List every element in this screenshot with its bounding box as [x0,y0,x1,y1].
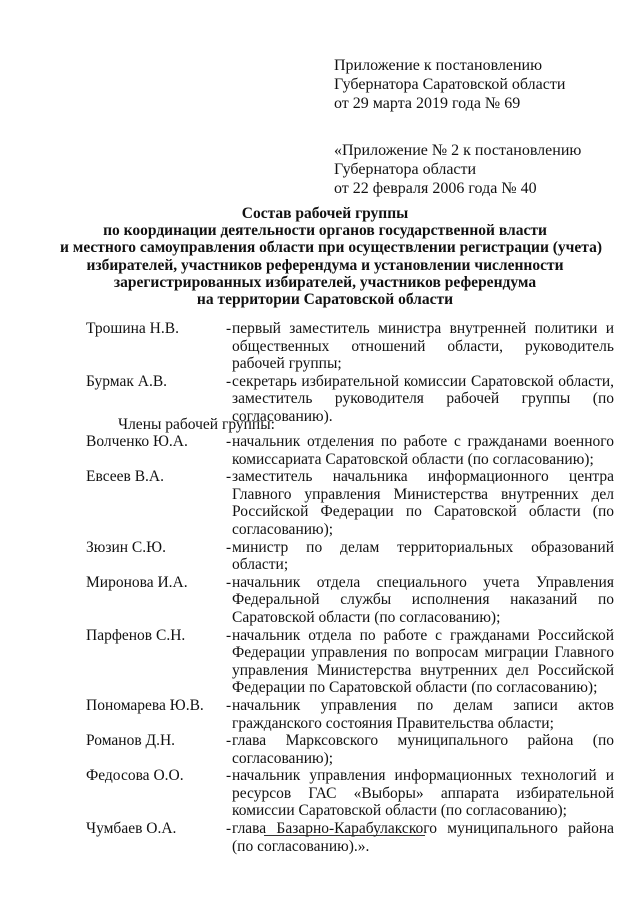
member-dash: - [226,820,232,838]
member-name: Евсеев В.А. [86,468,164,486]
appendix-current-header [334,56,624,113]
member-dash: - [226,626,232,644]
member-name: Волченко Ю.А. [86,433,188,450]
member-description: министр по делам территориальных образований области; [232,538,614,574]
appendix-original-header [334,141,624,198]
member-dash: - [226,767,232,785]
appendix-current-line: Губернатора Саратовской области [334,76,566,93]
member-name: Бурмак А.В. [86,372,168,390]
member-row [86,820,614,855]
member-dash: - [226,468,232,486]
member-name: Чумбаев О.А. [86,820,177,838]
member-row [86,320,614,373]
members-heading: Члены рабочей группы: [118,416,275,433]
title-line: на территории Саратовской области [196,291,454,309]
member-description: начальник управления по делам записи актов гражданского состояния Правительства области; [232,696,614,732]
title-line: и местного самоуправления области при осуществлении регистрации (учета) [60,239,603,257]
leaders-list [86,320,614,426]
member-dash: - [226,696,232,714]
member-description: начальник отделения по работе с гражданами военного комиссариата Саратовской области (по согласованию); [232,433,614,468]
member-row [86,574,614,627]
appendix-original-line: «Приложение № 2 к постановлению [334,142,582,159]
member-dash: - [226,320,232,337]
appendix-current-line: от 29 марта 2019 года № 69 [334,95,521,112]
member-description: начальник отдела по работе с гражданами Российской Федерации управления по вопросам миграции Главного управления Министерства внутренних дел Российской Федерации по Саратовской области (по согласованию); [232,626,614,697]
member-name: Парфенов С.Н. [86,626,186,644]
member-row [86,539,614,574]
member-name: Трошина Н.В. [86,320,179,337]
member-description: начальник отдела специального учета Управления Федеральной службы исполнения наказаний по Саратовской области (по согласованию); [232,573,614,626]
end-divider [264,835,425,836]
title-line: избирателей, участников референдума и установлении численности [86,256,564,274]
title-line: зарегистрированных избирателей, участников референдума [113,273,537,291]
member-row [86,732,614,767]
member-row [86,627,614,697]
member-name: Романов Д.Н. [86,732,176,750]
member-name: Пономарева Ю.В. [86,696,204,714]
member-name: Федосова О.О. [86,767,184,785]
member-dash: - [226,732,232,750]
member-description: заместитель начальника информационного центра Главного управления Министерства внутренних дел Российской Федерации по Саратовской области (по согласованию); [232,468,614,538]
member-row [86,468,614,538]
member-description: секретарь избирательной комиссии Саратовской области, заместитель руководителя рабочей группы (по согласованию). [232,372,614,425]
member-row [86,697,614,732]
member-description: глава Базарно-Карабулакского муниципального района (по согласованию).». [232,820,614,855]
member-row [86,767,614,820]
appendix-current-line: Приложение к постановлению [334,57,543,74]
member-dash: - [226,573,232,591]
title-line: Состав рабочей группы [241,205,409,222]
appendix-original-line: Губернатора области [334,161,477,178]
member-name: Миронова И.А. [86,573,188,591]
members-list [86,433,614,855]
document-title [60,205,603,309]
member-dash: - [226,538,232,556]
member-dash: - [226,372,232,390]
member-row [86,433,614,468]
title-line: по координации деятельности органов государственной власти [103,222,547,240]
member-dash: - [226,433,232,450]
member-name: Зюзин С.Ю. [86,538,166,556]
member-description: начальник управления информационных технологий и ресурсов ГАС «Выборы» аппарата избирательной комиссии Саратовской области (по согласованию); [232,767,614,820]
member-description: глава Марксовского муниципального района (по согласованию); [232,732,614,767]
member-description: первый заместитель министра внутренней политики и общественных отношений области, руководитель рабочей группы; [232,320,614,373]
appendix-original-line: от 22 февраля 2006 года № 40 [334,180,537,197]
